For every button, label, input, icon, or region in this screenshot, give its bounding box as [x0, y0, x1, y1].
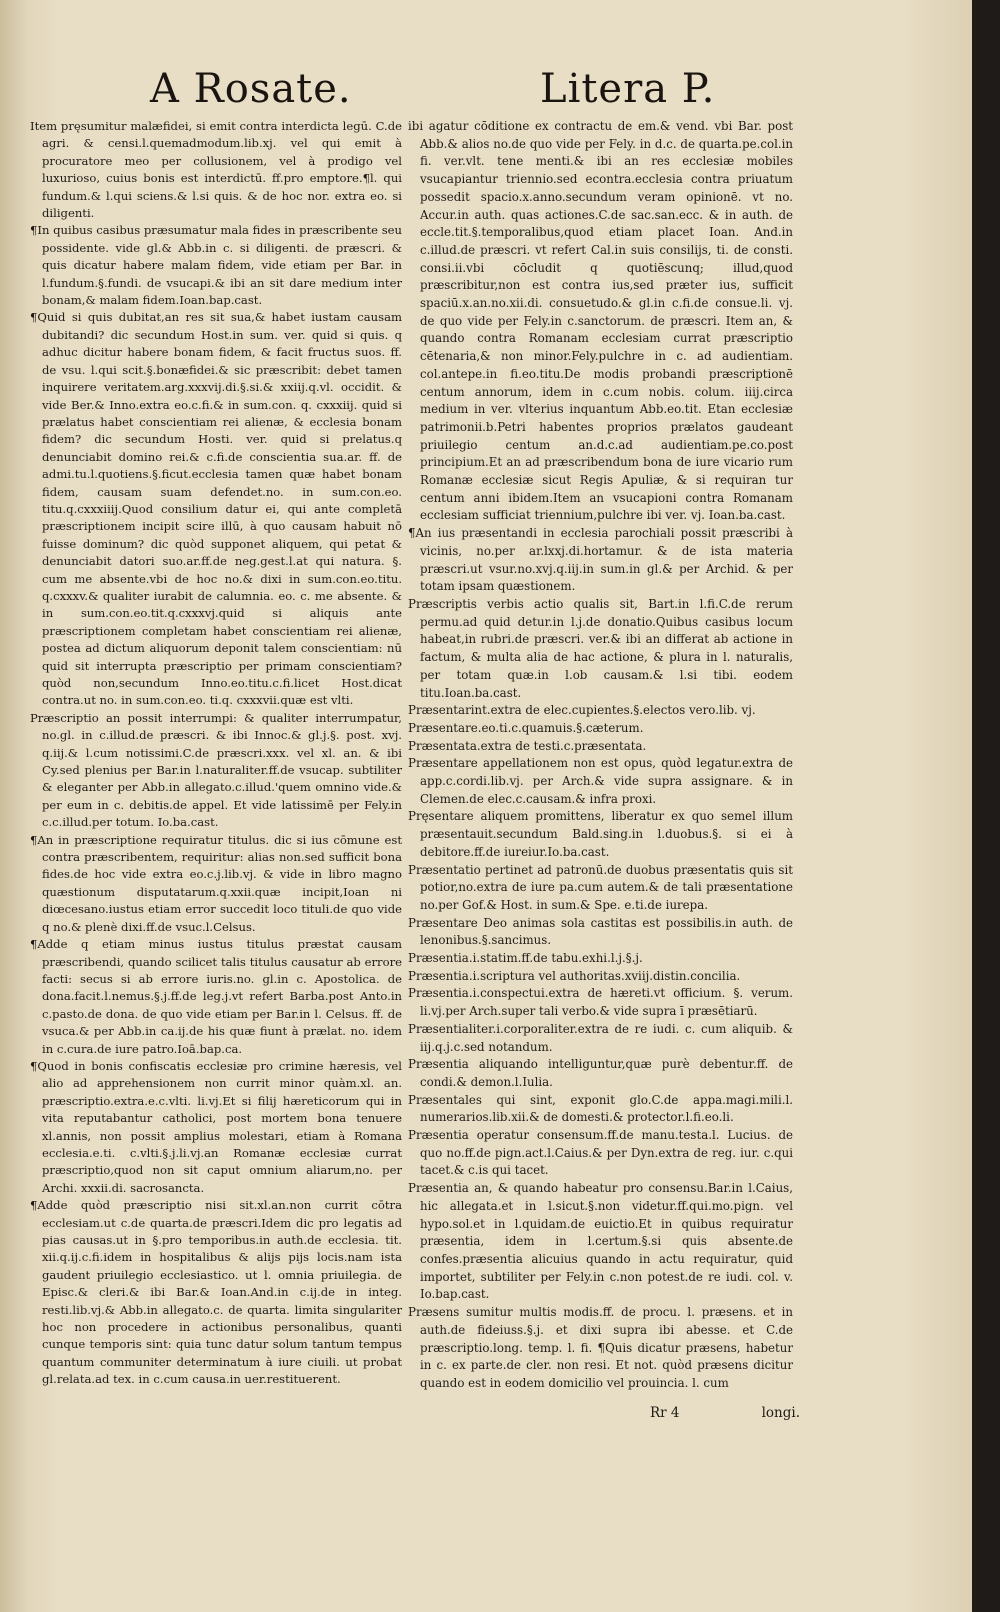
text-paragraph: Præscriptio an possit interrumpi: & qualiter interrumpatur, no.gl. in c.illud.de præscri. & ibi Innoc.& gl.j.§. post. xvj. q.iij.& l.cum notissimi.C.de præscri.xxx. vel xl. an. & ibi Cy.sed plenius per Bar.in l.naturaliter.ff.de vsucap. subtiliter & eleganter per Abb.in allegato.c.illud.'quem omnino vide.& per eum in c. debitis.de appel. Et vide latissimē per Fely.in c.c.illud.per totum. Io.ba.cast.	[30, 710, 402, 830]
catchword: longi.	[761, 1405, 800, 1421]
text-paragraph: ¶Quod in bonis confiscatis ecclesiæ pro crimine hæresis, vel alio ad apprehensionem non currit minor quàm.xl. an. præscriptio.extra.e.c.vlti. li.vj.Et si filij hæreticorum qui in vita reputabantur catholici, post mortem bona tenuere xl.annis, non possit amplius molestari, etiam à Romana ecclesia.e.ti. c.vlti.§.j.li.vj.an Romanæ ecclesiæ currat præscriptio,quod non sit caput omnium aliarum,no. per Archi. xxxii.di. sacrosancta.	[30, 1058, 402, 1195]
text-paragraph: ¶Adde quòd præscriptio nisi sit.xl.an.non currit cōtra ecclesiam.ut c.de quarta.de præscri.Idem dic pro legatis ad pias causas.ut in §.pro temporibus.in auth.de ecclesia. tit. xii.q.ij.c.fi.idem in hospitalibus & alijs pijs locis.nam ista gaudent priuilegio ecclesiastico. ut l. omnia priuilegia. de Episc.& cleri.& ibi Bar.& Ioan.And.in c.ij.de in integ. resti.lib.vj.& Abb.in allegato.c. de quarta. limita singulariter hoc non procedere in actionibus personalibus, quanti cunque temporis sint: quia tunc datur solum tantum tempus quantum communiter determinatum à iure ciuili. ut probat gl.relata.ad tex. in c.cum causa.in uer.restituerent.	[30, 1198, 402, 1387]
running-head-left: A Rosate.	[150, 66, 352, 112]
text-paragraph: Præsentia.i.conspectui.extra de hæreti.vt officium. §. verum. li.vj.per Arch.super tali verbo.& vide supra ī præsētiarū.	[408, 986, 793, 1019]
text-paragraph: Præsentales qui sint, exponit glo.C.de appa.magi.mili.l. numerarios.lib.xii.& de domesti.& protector.l.fi.eo.li.	[408, 1092, 793, 1125]
text-paragraph: Præsentia.i.statim.ff.de tabu.exhi.l.j.§.j.	[408, 951, 643, 966]
left-column	[30, 118, 402, 1389]
page-footer	[650, 1405, 800, 1421]
text-paragraph: Præsens sumitur multis modis.ff. de procu. l. præsens. et in auth.de fideiuss.§.j. et dixi supra ibi abesse. et C.de præscriptio.long. temp. l. fi. ¶Quis dicatur præsens, habetur in c. ex parte.de cler. non resi. Et not. quòd præsens dicitur quando est in eodem domicilio vel prouincia. l. cum	[408, 1305, 793, 1390]
text-paragraph: Præscriptis verbis actio qualis sit, Bart.in l.fi.C.de rerum permu.ad quid detur.in l.j.de donatio.Quibus casibus locum habeat,in rubri.de præscri. ver.& ibi an differat ab actione in factum, & multa alia de hac actione, & plura in l. naturalis, per totam quæ.in l.ob causam.& l.si tibi. eodem titu.Ioan.ba.cast.	[408, 596, 793, 700]
text-paragraph: Præsentarint.extra de elec.cupientes.§.electos vero.lib. vj.	[408, 703, 756, 718]
text-paragraph: Præsentata.extra de testi.c.præsentata.	[408, 738, 647, 753]
text-paragraph: Item pręsumitur malæfidei, si emit contra interdicta legū. C.de agri. & censi.l.quemadmodum.lib.xj. vel qui emit à procuratore meo per collusionem, vel à prodigo vel luxurioso, cuius bonis est interdictū. ff.pro emptore.¶l. qui fundum.& l.qui sciens.& l.si quis. & de hoc nor. extra eo. si diligenti.	[30, 119, 402, 221]
text-paragraph: Præsentia an, & quando habeatur pro consensu.Bar.in l.Caius, hic allegata.et in l.sicut.§.non videtur.ff.qui.mo.pign. vel hypo.sol.et in l.quidam.de euictio.Et in quibus requiratur præsentia, idem in l.certum.§.si quis absente.de confes.præsentia alicuius quando in actu requiratur, quid importet, subtiliter per Fely.in c.non potest.de re iudi. col. v. Io.bap.cast.	[408, 1181, 793, 1302]
text-paragraph: Præsentare Deo animas sola castitas est possibilis.in auth. de lenonibus.§.sancimus.	[408, 915, 793, 948]
text-paragraph: ¶Adde q etiam minus iustus titulus præstat causam præscribendi, quando scilicet talis titulus causatur ab errore facti: secus si ab errore iuris.no. gl.in c. Apostolica. de dona.facit.l.nemus.§.j.ff.de leg.j.vt refert Barba.post Anto.in c.pasto.de dona. de quo vide etiam per Bar.in l. Celsus. ff. de vsuca.& per Abb.in ca.ij.de his quæ fiunt à prælat. no. idem in c.cura.de iure patro.Ioā.bap.ca.	[30, 937, 402, 1056]
text-paragraph: ¶An ius præsentandi in ecclesia parochiali possit præscribi à vicinis, no.per ar.lxxj.di.hortamur. & de ista materia præscri.ut vsur.no.xvj.q.iij.in sum.in gl.& per Archid. & per totam ipsam quæstionem.	[408, 526, 793, 594]
text-paragraph: Præsentatio pertinet ad patronū.de duobus præsentatis quis sit potior,no.extra de iure pa.cum autem.& de tali præsentatione no.per Gof.& Host. in sum.& Spe. e.ti.de iurepa.	[408, 862, 793, 912]
text-paragraph: Præsentialiter.i.corporaliter.extra de re iudi. c. cum aliquib. & iij.q.j.c.sed notandum.	[408, 1021, 793, 1054]
text-paragraph: Præsentia operatur consensum.ff.de manu.testa.l. Lucius. de quo no.ff.de pign.act.l.Caius.& per Dyn.extra de reg. iur. c.qui tacet.& c.is qui tacet.	[408, 1128, 793, 1178]
signature-mark: Rr 4	[650, 1405, 680, 1421]
page-edge-shadow	[972, 0, 1000, 1612]
text-paragraph: Præsentare.eo.ti.c.quamuis.§.cæterum.	[408, 720, 644, 735]
text-paragraph: Præsentia aliquando intelliguntur,quæ purè debentur.ff. de condi.& demon.l.Iulia.	[408, 1057, 793, 1089]
text-paragraph: ibi agatur cōditione ex contractu de em.& vend. vbi Bar. post Abb.& alios no.de quo vide per Fely. in d.c. de quarta.pe.col.in fi. ver.vlt. tene menti.& ibi an res ecclesiæ mobiles vsucapiantur triennio.sed econtra.ecclesia contra priuatum possedit spacio.x.anno.secundum veram opinionē. vt no. Accur.in auth. quas actiones.C.de sac.san.ecc. & in auth. de eccle.tit.§.temporalibus,quod etiam placet Ioan. And.in c.illud.de præscri. vt refert Cal.in suis consilijs, ti. de consti. consi.ii.vbi cōcludit q quotiēscunq; illud,quod præscribitur,non est contra ius,sed præter ius, sufficit spaciū.x.an.no.xii.di. consuetudo.& gl.in c.fi.de consue.li. vj. de quo vide per Fely.in c.sanctorum. de præscri. Item an, & quando contra Romanam ecclesiam currat præscriptio cētenaria,& non minor.Fely.pulchre in c. ad audientiam. col.antepe.in fi.eo.titu.De modis probandi præscriptionē centum annorum, idem in c.cum nobis. colum. iiij.circa medium in ver. vlterius inquantum Abb.eo.tit. Etan ecclesiæ patrimonii.b.Petri habentes proprios prælatos gaudeant priuilegio centum an.d.c.ad audientiam.pe.co.post principium.Et an ad præscribendum bona de iure vicario rum Romanæ ecclesiæ sicut Regis Apuliæ, & si requiran tur centum anni ibidem.Item an vsucapioni contra Romanam ecclesiam sufficiat triennium,pulchre ibi ver. vj. Ioan.ba.cast.	[408, 119, 793, 523]
right-column	[408, 118, 793, 1393]
text-paragraph: ¶Quid si quis dubitat,an res sit sua,& habet iustam causam dubitandi? dic secundum Host.in sum. ver. quid si quis. q adhuc dicitur habere bonam fidem, & facit fructus suos. ff. de vsu. l.qui scit.§.bonæfidei.& sic præscribit: debet tamen inquirere veritatem.arg.xxxvij.di.§.si.& xxiij.q.vl. occidit. & vide Ber.& Inno.extra eo.c.fi.& in sum.con. q. cxxxiij. quid si prælatus habet conscientiam rei alienæ, & ecclesia bonam fidem? dic secundum Hosti. ver. quid si prelatus.q denunciabit domino rei.& c.fi.de conscientia sua.ar. ff. de admi.tu.l.quotiens.§.ficut.ecclesia tamen quæ habet bonam fidem, causam suam defendet.no. in sum.con.eo. titu.q.cxxxiiij.Quod consilium datur ei, qui ante completā præscriptionem incipit scire illū, à quo causam habuit nō fuisse dominum? dic quòd supponet aliquem, qui petat & denunciabit datori suo.ar.ff.de neg.gest.l.at qui natura. §. cum me absente.vbi de hoc no.& dixi in sum.con.eo.titu. q.cxxxv.& qualiter iurabit de calumnia. eo. c. me absente. & in sum.con.eo.tit.q.cxxxvj.quid si aliquis ante præscriptionem completam habet conscientiam rei alienæ, postea ad dictum aliquorum deponit talem conscientiam: nū quid sit interrupta præscriptio per primam conscientiam? quòd non,secundum Inno.eo.titu.c.fi.licet Host.dicat contra.ut no. in sum.con.eo. ti.q. cxxxvii.quæ est vlti.	[30, 310, 402, 708]
text-paragraph: Pręsentare aliquem promittens, liberatur ex quo semel illum præsentauit.secundum Bald.sing.in l.duobus.§. si ei à debitore.ff.de iureiur.Io.ba.cast.	[408, 809, 793, 859]
running-head-right: Litera P.	[540, 66, 716, 112]
text-paragraph: ¶An in præscriptione requiratur titulus. dic si ius cōmune est contra præscribentem, requiritur: alias non.sed sufficit bona fides.de hoc vide extra eo.c.j.lib.vj. & vide in libro magno quæstionum disputatarum.q.xxii.quæ incipit,Ioan ni diœcesano.iustus etiam error succedit loco tituli.de quo vide q no.& plenè dixi.ff.de vsuc.l.Celsus.	[30, 832, 402, 934]
text-paragraph: Præsentare appellationem non est opus, quòd legatur.extra de app.c.cordi.lib.vj. per Arch.& vide supra assignare. & in Clemen.de elec.c.causam.& infra proxi.	[408, 756, 793, 806]
text-paragraph: ¶In quibus casibus præsumatur mala fides in præscribente seu possidente. vide gl.& Abb.in c. si diligenti. de præscri. & quis dicatur habere malam fidem, vide etiam per Bar. in l.fundum.§.fundi. de vsucapi.& ibi an sit dare medium inter bonam,& malam fidem.Ioan.bap.cast.	[30, 223, 402, 308]
text-paragraph: Præsentia.i.scriptura vel authoritas.xviij.distin.concilia.	[408, 968, 741, 983]
